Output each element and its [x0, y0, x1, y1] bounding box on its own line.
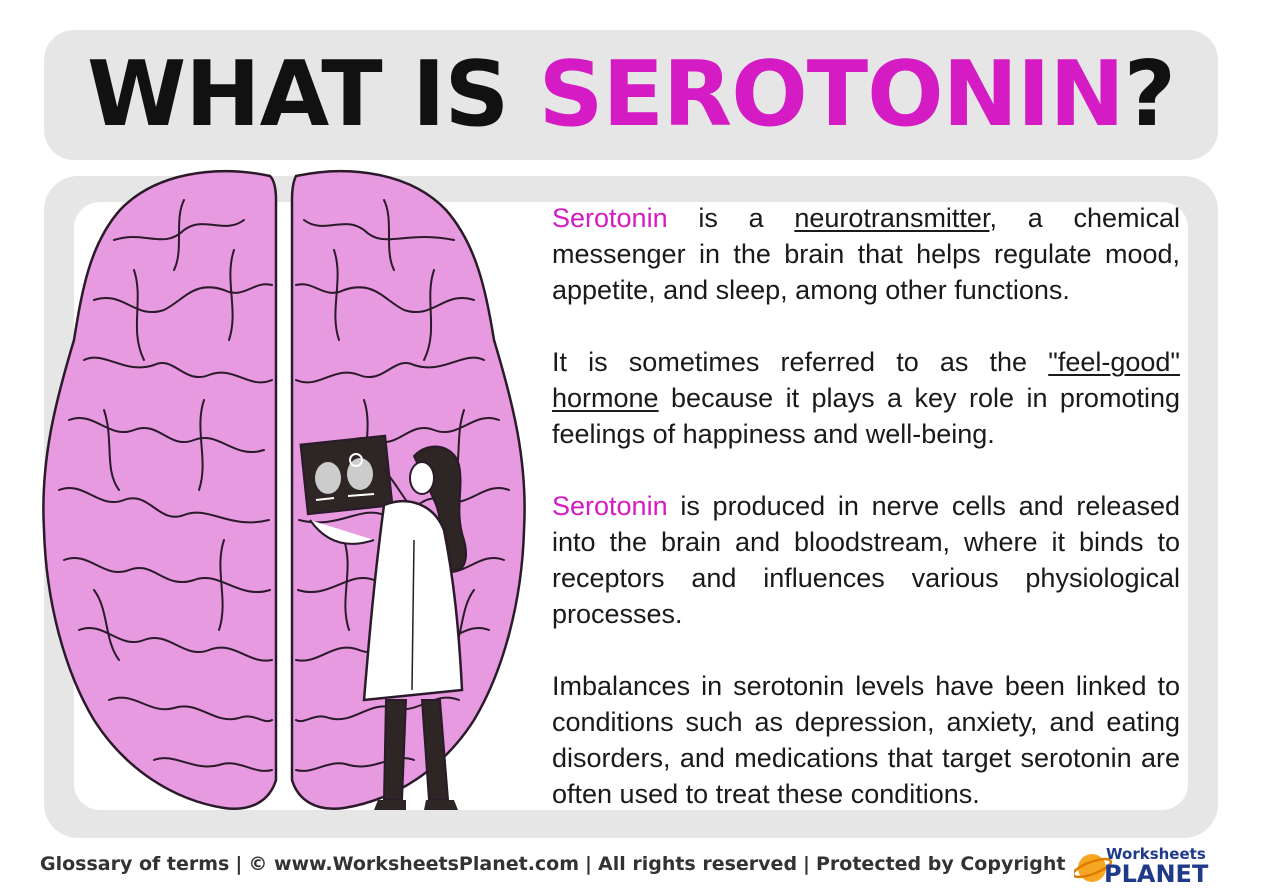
paragraph-text: It is sometimes referred to as the [552, 347, 1049, 377]
link-neurotransmitter[interactable]: neurotransmitter [794, 203, 990, 233]
term-serotonin: Serotonin [552, 491, 668, 521]
footer-rights: All rights reserved [597, 853, 798, 875]
paragraph-imbalances [552, 668, 1180, 812]
paragraph-text: because it plays a key role in promoting feelings of happiness and well-being. [552, 383, 1180, 449]
page-title [87, 42, 1175, 147]
title-prefix: WHAT IS [87, 42, 539, 147]
footer-copyright-icon: © [248, 853, 268, 875]
logo-text-planet: PLANET [1104, 860, 1209, 888]
footer-glossary[interactable]: Glossary of terms [40, 853, 230, 875]
footer: Glossary of terms | © www.WorksheetsPlanet.com | All rights reserved | Protected by Copyright [40, 853, 1066, 875]
paragraph-text: , a chemical messenger in the brain that helps regulate mood, appetite, and sleep, among other functions. [552, 203, 1180, 305]
logo-text-worksheets: Worksheets [1106, 845, 1206, 863]
brain-illustration [34, 160, 534, 866]
paragraph-definition [552, 200, 1180, 308]
paragraph-text: is a [667, 203, 795, 233]
paragraph-feel-good [552, 344, 1180, 452]
description-column [552, 200, 1180, 848]
title-suffix: ? [1123, 42, 1175, 147]
paragraph-text: Imbalances in serotonin levels have been linked to conditions such as depression, anxiety, and eating disorders, and medications that target serotonin are often used to treat these conditions. [552, 671, 1180, 809]
term-serotonin: Serotonin [552, 203, 668, 233]
paragraph-text: is produced in nerve cells and released into the brain and bloodstream, where it binds to receptors and influences various physiological processes. [552, 491, 1180, 629]
footer-website[interactable]: www.WorksheetsPlanet.com [273, 853, 580, 875]
xray-card [301, 436, 393, 515]
footer-protected: Protected by Copyright [816, 853, 1066, 875]
paragraph-production [552, 488, 1180, 632]
title-accent: SEROTONIN [538, 42, 1124, 147]
link-feel-good-hormone[interactable]: "feel-good" hormone [552, 347, 1180, 413]
title-bar [44, 30, 1218, 160]
